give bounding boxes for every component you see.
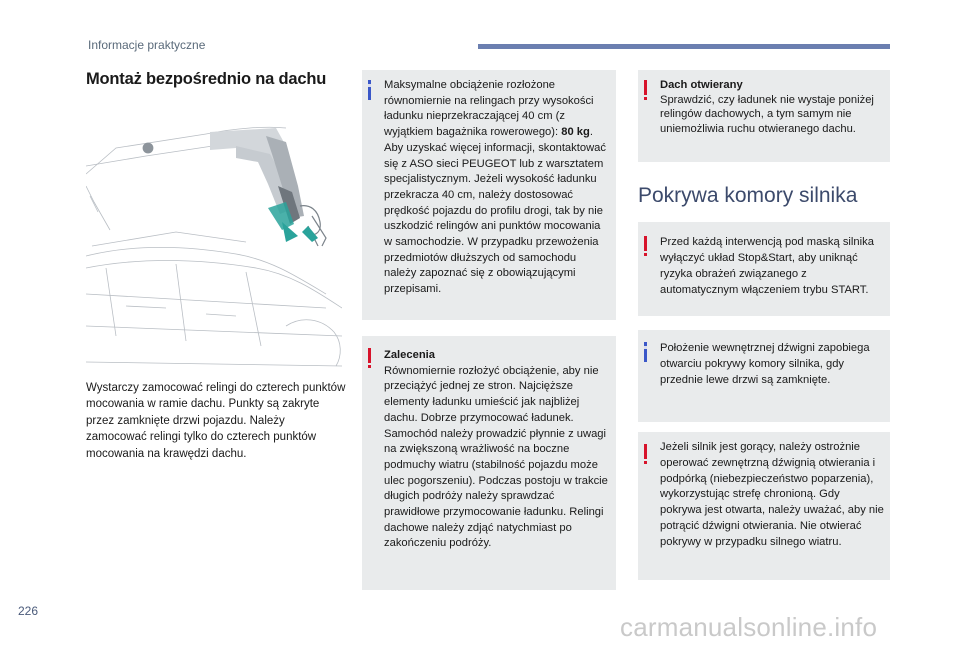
- warning-icon: [644, 236, 647, 256]
- section-title-bonnet: Pokrywa komory silnika: [638, 184, 858, 207]
- warning-icon: [644, 444, 647, 464]
- warning-icon: [368, 348, 371, 368]
- max-load-value: 80 kg: [561, 126, 590, 139]
- stop-start-warning-text: Przed każdą interwencją pod maską silnika wyłączyć układ Stop&Start, aby uniknąć ryzyka obrażeń związanego z automatycznym włączeniem trybu START.: [660, 236, 874, 296]
- left-column: [86, 70, 348, 89]
- info-icon: [644, 342, 647, 362]
- watermark: carmanualsonline.info: [620, 612, 878, 642]
- roof-mount-description: Wystarczy zamocować relingi do czterech punktów mocowania w ramie dachu. Punkty są zakryte przez zamknięte drzwi pojazdu. Należy zamocować relingi tylko do czterech punktów mocowania na krawędzi dachu.: [86, 382, 346, 460]
- warning-box-text: [384, 348, 610, 552]
- info-box-text: Maksymalne obciążenie rozłożone równomiernie na relingach przy wysokości ładunku nieprzekraczającej 40 cm (z wyjątkiem bagażnika rowerowego): 80 kg. Aby uzyskać więcej informacji, skontaktować się z ASO sieci PEUGEOT lub z warsztatem specjalistycznym. Jeżeli wysokość ładunku przekracza 40 cm, należy dostosować prędkość pojazdu do profilu drogi, tak by nie uszkodzić relingów ani punktów mocowania w samochodzie. W przypadku przewożenia przedmiotów dłuższych od samochodu należy zapoznać się z obowiązującymi przepisami.: [384, 79, 606, 296]
- opening-roof-text: [660, 78, 884, 136]
- opening-roof-body: Sprawdzić, czy ładunek nie wystaje poniżej relingów dachowych, a tym samym nie uniemożliwia ruchu otwieranego dachu.: [660, 93, 874, 135]
- info-icon: [368, 80, 371, 100]
- inner-lever-info-text: Położenie wewnętrznej dźwigni zapobiega otwarciu pokrywy komory silnika, gdy przednie lewe drzwi są zamknięte.: [660, 342, 870, 386]
- warning-box-opening-roof: [638, 70, 890, 162]
- warning-icon: [644, 80, 647, 100]
- section-title-roof-mount: Montaż bezpośrednio na dachu: [86, 70, 327, 88]
- header-rule: [478, 44, 890, 49]
- opening-roof-heading: Dach otwierany: [660, 79, 743, 91]
- warning-box-body: Równomiernie rozłożyć obciążenie, aby nie przeciążyć jednej ze stron. Najcięższe elementy ładunku umieścić jak najbliżej dachu. Dobrze przymocować ładunek. Samochód należy prowadzić płynnie z uwagi na zwiększoną wrażliwość na boczne podmuchy wiatru (stabilność pojazdu może ulec pogorszeniu). Podczas postoju w trakcie długich podróży należy sprawdzać prawidłowe przymocowanie ładunku. Relingi dachowe należy zdjąć natychmiast po zakończeniu podróży.: [384, 364, 608, 550]
- warning-box-recommendations: [362, 336, 616, 590]
- hot-engine-warning-text: Jeżeli silnik jest gorący, należy ostrożnie operować zewnętrzną dźwignią otwierania i podpórką (niebezpieczeństwo poparzenia), wykorzystując strefę chronioną. Gdy pokrywa jest otwarta, należy uważać, aby nie potrącić dźwigni otwierania. Nie otwierać pokrywy w przypadku silnego wiatru.: [660, 441, 884, 548]
- warning-box-hot-engine: [638, 432, 890, 580]
- page-number: 226: [18, 604, 39, 618]
- warning-box-stop-start: [638, 222, 890, 316]
- info-box-roof-load: [362, 70, 616, 320]
- car-roof-rail-mounting-illustration: [86, 126, 342, 372]
- warning-box-heading: Zalecenia: [384, 349, 435, 361]
- running-header: Informacje praktyczne: [88, 38, 206, 52]
- info-box-inner-lever: [638, 330, 890, 422]
